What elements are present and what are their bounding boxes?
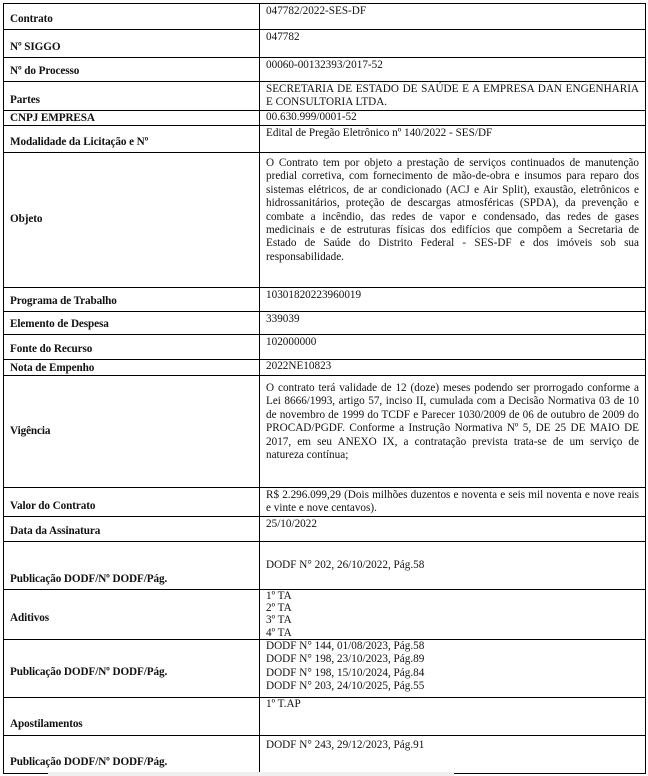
label-contrato: [4, 4, 260, 30]
label-text: Apostilamentos: [10, 718, 83, 731]
value-apostilamentos: [260, 697, 646, 735]
label-processo: [4, 58, 260, 82]
publicacao-item: DODF N° 198, 23/10/2023, Pág.89: [266, 653, 425, 666]
label-valor: [4, 488, 260, 517]
value-partes: SECRETARIA DE ESTADO DE SAÚDE E A EMPRESA DAN ENGENHARIA E CONSULTORIA LTDA.: [260, 82, 646, 111]
value-empenho: 2022NE10823: [260, 360, 646, 376]
contract-details-table: [3, 3, 646, 774]
label-cnpj: [4, 111, 260, 126]
aditivo-item: 1º TA: [266, 590, 292, 602]
label-text: Nº SIGGO: [10, 40, 61, 53]
label-text: Nº do Processo: [10, 64, 80, 77]
label-text: Publicação DODF/Nº DODF/Pág.: [10, 666, 168, 679]
row-publicacao-aditivos: [4, 639, 646, 697]
row-data-assinatura: [4, 517, 646, 542]
label-text: Publicação DODF/Nº DODF/Pág.: [10, 756, 168, 769]
label-text: CNPJ EMPRESA: [10, 111, 95, 124]
row-processo: [4, 58, 646, 82]
label-text: Modalidade da Licitação e Nº: [10, 135, 149, 148]
value-contrato: 047782/2022-SES-DF: [260, 4, 646, 30]
value-modalidade: Edital de Pregão Eletrônico nº 140/2022 - SES/DF: [260, 126, 646, 153]
label-text: Valor do Contrato: [10, 499, 96, 512]
row-modalidade: [4, 126, 646, 153]
row-vigencia: [4, 376, 646, 488]
publicacao-item: DODF N° 203, 24/10/2025, Pág.55: [266, 680, 425, 693]
value-objeto: O Contrato tem por objeto a prestação de serviços continuados de manutenção predial corretiva, com fornecimento de mão-de-obra e insumos para reparo dos sistemas elétricos, de ar condicionado (ACJ e Air Split), exaustão, eletrônicos e hidrossanitários, proteção de descargas atmosféricas (SPDA), da prevenção e combate a incêndio, das redes de vapor e condensado, das redes de gases medicinais e de estruturas físicas dos edifícios que compõem a Secretaria de Estado de Saúde do Distrito Federal - SES-DF e dos imóveis sob sua responsabilidade.: [260, 153, 646, 288]
value-elemento: 339039: [260, 312, 646, 335]
row-empenho: [4, 360, 646, 376]
label-apostilamentos: [4, 697, 260, 735]
label-siggo: [4, 30, 260, 58]
value-vigencia: O contrato terá validade de 12 (doze) meses podendo ser prorrogado conforme a Lei 8666/1993, artigo 57, inciso II, cumulada com a Decisão Normativa 03 de 10 de novembro de 1999 do TCDF e Parecer 1030/2009 de 06 de outubro de 2009 do PROCAD/PGDF. Conforme a Instrução Normativa Nº 5, DE 25 DE MAIO DE 2017, em seu ANEXO IX, a contratação prevista trata-se de um serviço de natureza contínua;: [260, 376, 646, 488]
label-vigencia: [4, 376, 260, 488]
row-partes: [4, 82, 646, 111]
label-publicacao-apostilamentos: [4, 735, 260, 773]
label-text: Contrato: [10, 12, 53, 25]
label-aditivos: [4, 590, 260, 640]
row-aditivos: [4, 590, 646, 640]
label-programa: [4, 288, 260, 312]
publicacao-item: DODF N° 198, 15/10/2024, Pág.84: [266, 666, 425, 679]
label-text: Programa de Trabalho: [10, 294, 117, 307]
value-publicacao-aditivos: [260, 639, 646, 697]
label-text: Elemento de Despesa: [10, 317, 109, 330]
label-partes: [4, 82, 260, 111]
value-cnpj: 00.630.999/0001-52: [260, 111, 646, 126]
horizontal-scrollbar-track: [48, 772, 454, 776]
value-publicacao-contrato: DODF N° 202, 26/10/2022, Pág.58: [260, 542, 646, 590]
value-data-assinatura: 25/10/2022: [260, 517, 646, 542]
label-text: Objeto: [10, 213, 43, 226]
row-elemento: [4, 312, 646, 335]
label-text: Data da Assinatura: [10, 524, 101, 537]
label-publicacao-contrato: [4, 542, 260, 590]
aditivo-item: 4º TA: [266, 626, 292, 639]
publicacao-item: DODF N° 144, 01/08/2023, Pág.58: [266, 639, 425, 652]
apostilamento-item: 1º T.AP: [266, 697, 301, 710]
label-text: Fonte do Recurso: [10, 342, 93, 355]
publicacao-item: DODF N° 243, 29/12/2023, Pág.91: [266, 738, 425, 751]
label-elemento: [4, 312, 260, 335]
label-text: Vigência: [10, 424, 51, 437]
value-publicacao-apostilamentos: [260, 735, 646, 773]
label-text: Nota de Empenho: [10, 361, 95, 374]
label-text: Aditivos: [10, 611, 49, 624]
row-siggo: [4, 30, 646, 58]
value-processo: 00060-00132393/2017-52: [260, 58, 646, 82]
row-contrato: [4, 4, 646, 30]
row-cnpj: [4, 111, 646, 126]
label-text: Partes: [10, 93, 40, 106]
aditivo-item: 2º TA: [266, 602, 292, 615]
label-publicacao-aditivos: [4, 639, 260, 697]
row-publicacao-contrato: [4, 542, 646, 590]
label-fonte: [4, 335, 260, 360]
row-publicacao-apostilamentos: [4, 735, 646, 773]
label-objeto: [4, 153, 260, 288]
value-aditivos: [260, 590, 646, 640]
row-apostilamentos: [4, 697, 646, 735]
label-empenho: [4, 360, 260, 376]
row-programa: [4, 288, 646, 312]
value-programa: 10301820223960019: [260, 288, 646, 312]
aditivo-item: 3º TA: [266, 614, 292, 627]
row-objeto: [4, 153, 646, 288]
label-text: Publicação DODF/Nº DODF/Pág.: [10, 572, 168, 585]
value-fonte: 102000000: [260, 335, 646, 360]
label-modalidade: [4, 126, 260, 153]
row-valor: [4, 488, 646, 517]
row-fonte: [4, 335, 646, 360]
label-data-assinatura: [4, 517, 260, 542]
value-valor: R$ 2.296.099,29 (Dois milhões duzentos e noventa e seis mil noventa e nove reais e vinte e nove centavos).: [260, 488, 646, 517]
value-siggo: 047782: [260, 30, 646, 58]
